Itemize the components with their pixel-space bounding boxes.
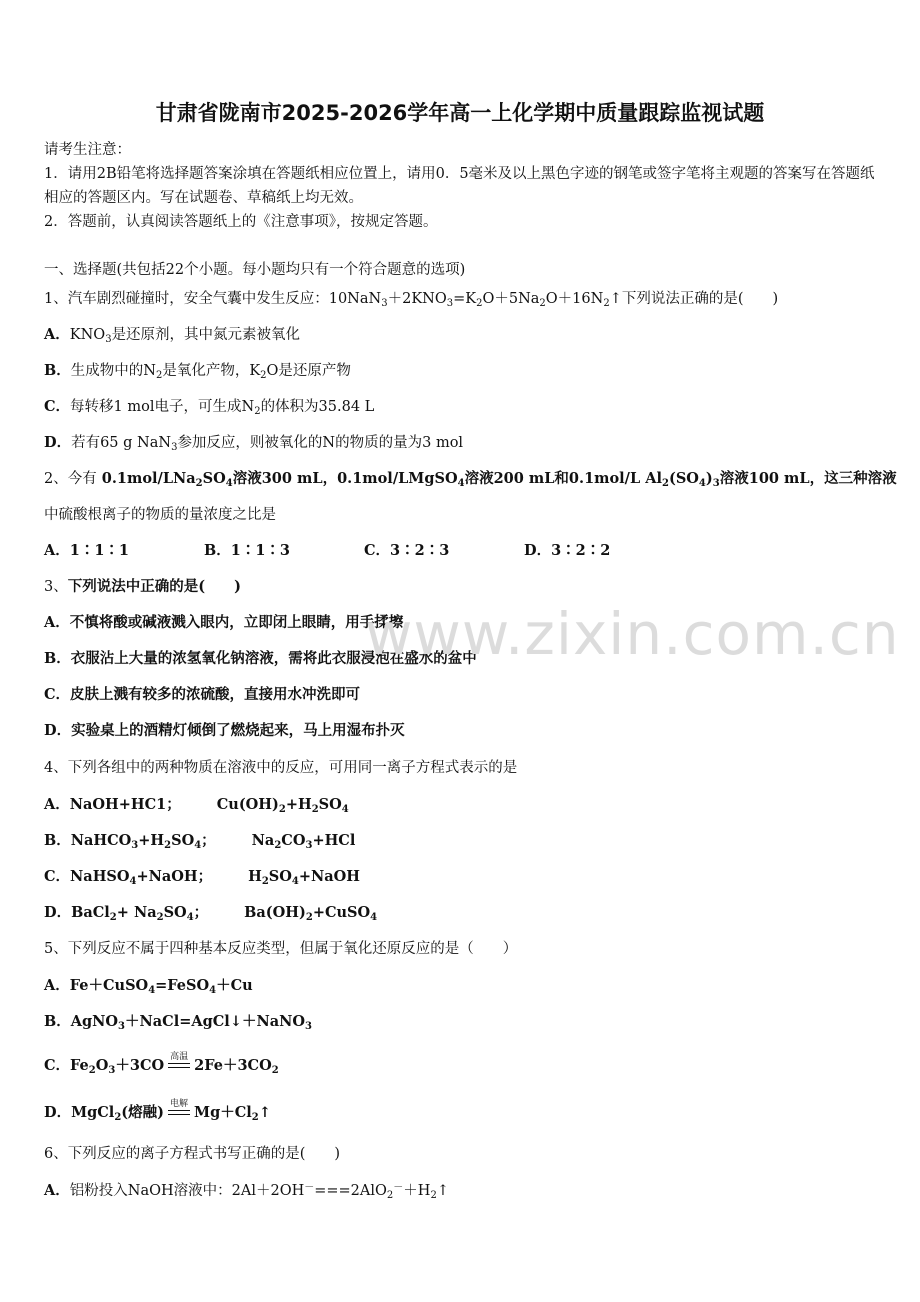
- q3-option-d: D．实验桌上的酒精灯倾倒了燃烧起来，马上用湿布扑灭: [44, 722, 405, 739]
- notice-item-2: 2．答题前，认真阅读答题纸上的《注意事项》，按规定答题。: [44, 214, 438, 230]
- q1-option-a: A．$KNO_3$是还原剂，其中氮元素被氧化: [44, 326, 301, 345]
- q2-option-a: A．1∶1∶1: [44, 542, 130, 559]
- q4-option-d: D．BaCl$_2$+ $Na_2SO_4$； $Ba(OH)_2+CuSO_4$: [44, 904, 378, 923]
- question-number: 1、: [44, 291, 68, 307]
- q1-option-c: C．每转移1 mol电子，可生成$N_2$的体积为35.84 L: [44, 398, 375, 417]
- exam-title: 甘肃省陇南市2025-2026学年高一上化学期中质量跟踪监视试题: [155, 101, 765, 125]
- q5-option-c: C．$Fe_2O_3+3CO$ 高温 $2Fe+3CO_2$: [44, 1052, 279, 1076]
- notice-item-1: 1．请用2B铅笔将选择题答案涂填在答题纸相应位置上，请用0．5毫米及以上黑色字迹的钢笔或签字笔将主观题的答案写在答题纸相应的答题区内。写在试题卷、草稿纸上均无效。: [44, 166, 875, 206]
- q2-option-c: C．3∶2∶3: [364, 542, 450, 559]
- question-2-stem: 2、今有 $0.1mol/LNa_2SO_4$溶液300 mL，0.1mol/LMgSO$_4$溶液200 mL和0.1mol/L $Al_2(SO_4)_3$溶液100 mL，这三种溶液: [44, 470, 897, 489]
- question-6-stem: 6、下列反应的离子方程式书写正确的是( ): [44, 1146, 341, 1162]
- q1-option-d: D．若有65 g NaN$_3$参加反应，则被氧化的N的物质的量为3 mol: [44, 434, 464, 453]
- q3-option-b: B．衣服沾上大量的浓氢氧化钠溶液，需将此衣服浸泡在盛水的盆中: [44, 650, 477, 667]
- section-heading: 一、选择题(共包括22个小题。每小题均只有一个符合题意的选项): [44, 262, 466, 278]
- question-3-stem: 3、下列说法中正确的是( ): [44, 578, 241, 595]
- notice-heading: 请考生注意：: [44, 142, 131, 158]
- q1-option-b: B．生成物中的$N_2$是氧化产物，$K_2O$是还原产物: [44, 362, 351, 381]
- question-1-stem: 1、汽车剧烈碰撞时，安全气囊中发生反应：$10NaN_3+2KNO_3=K_2O+5Na_2O+16N_2↑$下列说法正确的是( ): [44, 291, 779, 309]
- watermark: www.zixin.com.cn: [365, 600, 900, 668]
- q2-option-d: D．3∶2∶2: [524, 542, 611, 559]
- q2-options: [44, 541, 880, 561]
- q3-option-a: A．不慎将酸或碱液溅入眼内，立即闭上眼睛，用手揉擦: [44, 614, 404, 631]
- q6-option-a: A．铝粉投入NaOH溶液中：$2Al+2OH^-===2AlO_2^-+H_2↑$: [44, 1182, 449, 1201]
- q4-option-b: B．$NaHCO_3+H_2SO_4$； $Na_2CO_3+HCl$: [44, 832, 356, 851]
- q5-option-d: D．MgCl$_2$(熔融) 电解 $Mg+Cl_2↑$: [44, 1099, 271, 1123]
- q5-option-b: B．AgNO$_3$＋NaCl=AgCl↓＋NaNO$_3$: [44, 1013, 312, 1032]
- question-4-stem: 4、下列各组中的两种物质在溶液中的反应，可用同一离子方程式表示的是: [44, 760, 518, 776]
- reaction-condition: 高温: [166, 1054, 192, 1072]
- question-5-stem: 5、下列反应不属于四种基本反应类型，但属于氧化还原反应的是（ ）: [44, 941, 518, 957]
- q4-option-a: A．NaOH+HC1； $Cu(OH)_2+H_2SO_4$: [44, 796, 349, 815]
- question-2-stem-line-2: 中硫酸根离子的物质的量浓度之比是: [44, 507, 276, 523]
- q5-option-a: A．Fe＋CuSO$_4$=FeSO$_4$＋Cu: [44, 977, 253, 996]
- q2-option-b: B．1∶1∶3: [204, 542, 291, 559]
- q3-option-c: C．皮肤上溅有较多的浓硫酸，直接用水冲洗即可: [44, 686, 361, 703]
- q4-option-c: C．NaHSO$_4$+NaOH； $H_2SO_4+NaOH$: [44, 868, 360, 887]
- reaction-condition: 电解: [166, 1101, 192, 1119]
